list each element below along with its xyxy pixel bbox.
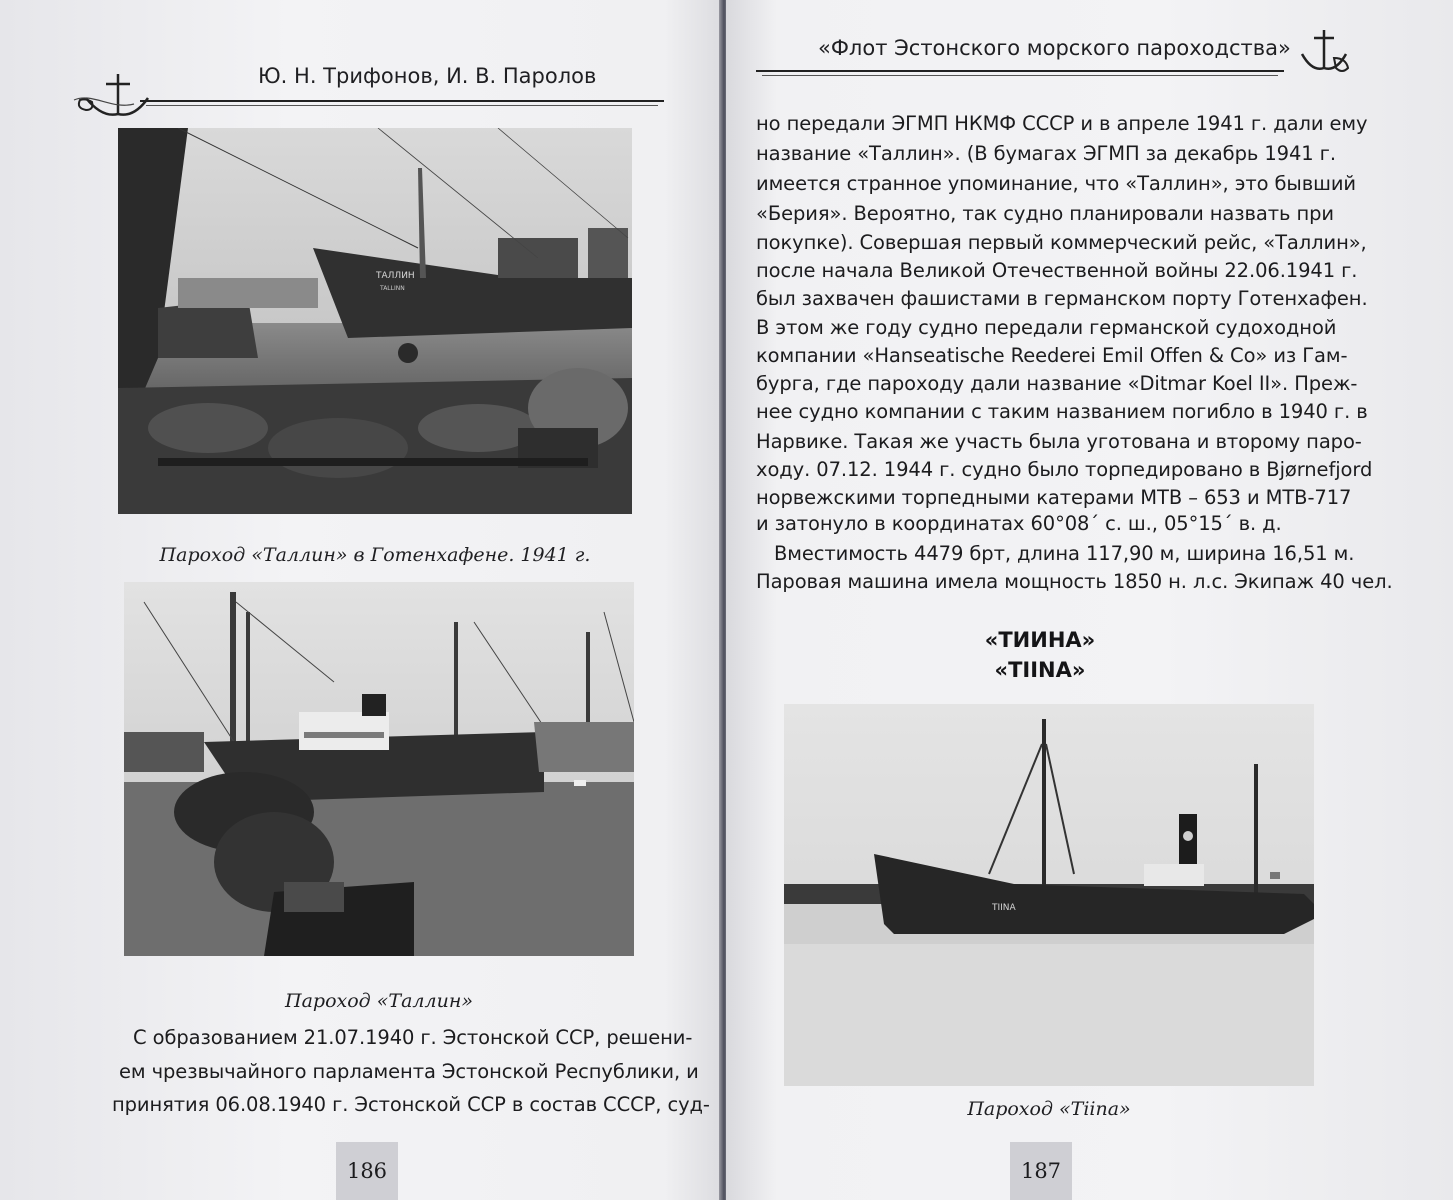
- body-text-line: покупке). Совершая первый коммерческий рейс, «Таллин»,: [756, 231, 1367, 254]
- body-text-line: Нарвике. Такая же участь была уготована и второму паро-: [756, 430, 1362, 453]
- page-number-text: 187: [1020, 1159, 1062, 1183]
- anchor-ornament-icon: [1292, 28, 1354, 78]
- body-text-line: нее судно компании с таким названием погибло в 1940 г. в: [756, 400, 1368, 423]
- photo-caption: Пароход «Таллин»: [285, 990, 473, 1012]
- section-title: «ТИИНА»: [984, 628, 1096, 652]
- photo-tiina: [784, 704, 1314, 1086]
- photo-tallinn-gotenhafen: [118, 128, 632, 514]
- body-text-line: бурга, где пароходу дали название «Ditmar Koel II». Преж-: [756, 372, 1358, 395]
- ship-name-text: TIINA: [992, 903, 1016, 913]
- photo-caption: Пароход «Таллин» в Готенхафене. 1941 г.: [159, 544, 591, 566]
- body-text-line: ем чрезвычайного парламента Эстонской Республики, и: [119, 1060, 699, 1083]
- body-text-line: принятия 06.08.1940 г. Эстонской ССР в состав СССР, суд-: [112, 1093, 710, 1116]
- photo-caption: Пароход «Tiina»: [967, 1098, 1131, 1120]
- header-rule-thin: [146, 105, 658, 106]
- left-page: [0, 0, 722, 1200]
- header-rule: [756, 70, 1284, 72]
- anchor-ornament-icon: [72, 70, 152, 120]
- page-number: [336, 1142, 398, 1200]
- page-number: [1010, 1142, 1072, 1200]
- right-page: [726, 0, 1453, 1200]
- body-text-line: ходу. 07.12. 1944 г. судно было торпедировано в Bjørnefjord: [756, 458, 1373, 481]
- body-text-line: но передали ЭГМП НКМФ СССР и в апреле 1941 г. дали ему: [756, 112, 1368, 135]
- section-title-latin: «TIINA»: [994, 658, 1086, 682]
- body-text-line: норвежскими торпедными катерами МТВ – 653 и МТВ-717: [756, 486, 1352, 509]
- running-head: Ю. Н. Трифонов, И. В. Паролов: [258, 64, 597, 88]
- photo-tallinn: [124, 582, 634, 956]
- page-number-text: 186: [346, 1159, 388, 1183]
- header-rule: [140, 100, 664, 102]
- body-text-line: компании «Hanseatische Reederei Emil Offen & Co» из Гам-: [756, 344, 1348, 367]
- body-text-line: был захвачен фашистами в германском порту Готенхафен.: [756, 287, 1368, 310]
- body-text-line: Паровая машина имела мощность 1850 н. л.с. Экипаж 40 чел.: [756, 570, 1393, 593]
- body-text-line: Вместимость 4479 брт, длина 117,90 м, ширина 16,51 м.: [774, 542, 1355, 565]
- body-text-line: С образованием 21.07.1940 г. Эстонской ССР, решени-: [133, 1026, 693, 1049]
- ship-name-text: ТАЛЛИН: [376, 271, 415, 281]
- body-text-line: В этом же году судно передали германской судоходной: [756, 316, 1337, 339]
- body-text-line: и затонуло в координатах 60°08´ с. ш., 05°15´ в. д.: [756, 512, 1282, 535]
- body-text-line: название «Таллин». (В бумагах ЭГМП за декабрь 1941 г.: [756, 142, 1336, 165]
- ship-name-latin-text: TALLINN: [380, 285, 405, 292]
- running-head: «Флот Эстонского морского пароходства»: [818, 36, 1291, 60]
- body-text-line: после начала Великой Отечественной войны 22.06.1941 г.: [756, 259, 1358, 282]
- header-rule-thin: [762, 75, 1278, 76]
- body-text-line: «Берия». Вероятно, так судно планировали назвать при: [756, 202, 1335, 225]
- body-text-line: имеется странное упоминание, что «Таллин», это бывший: [756, 172, 1357, 195]
